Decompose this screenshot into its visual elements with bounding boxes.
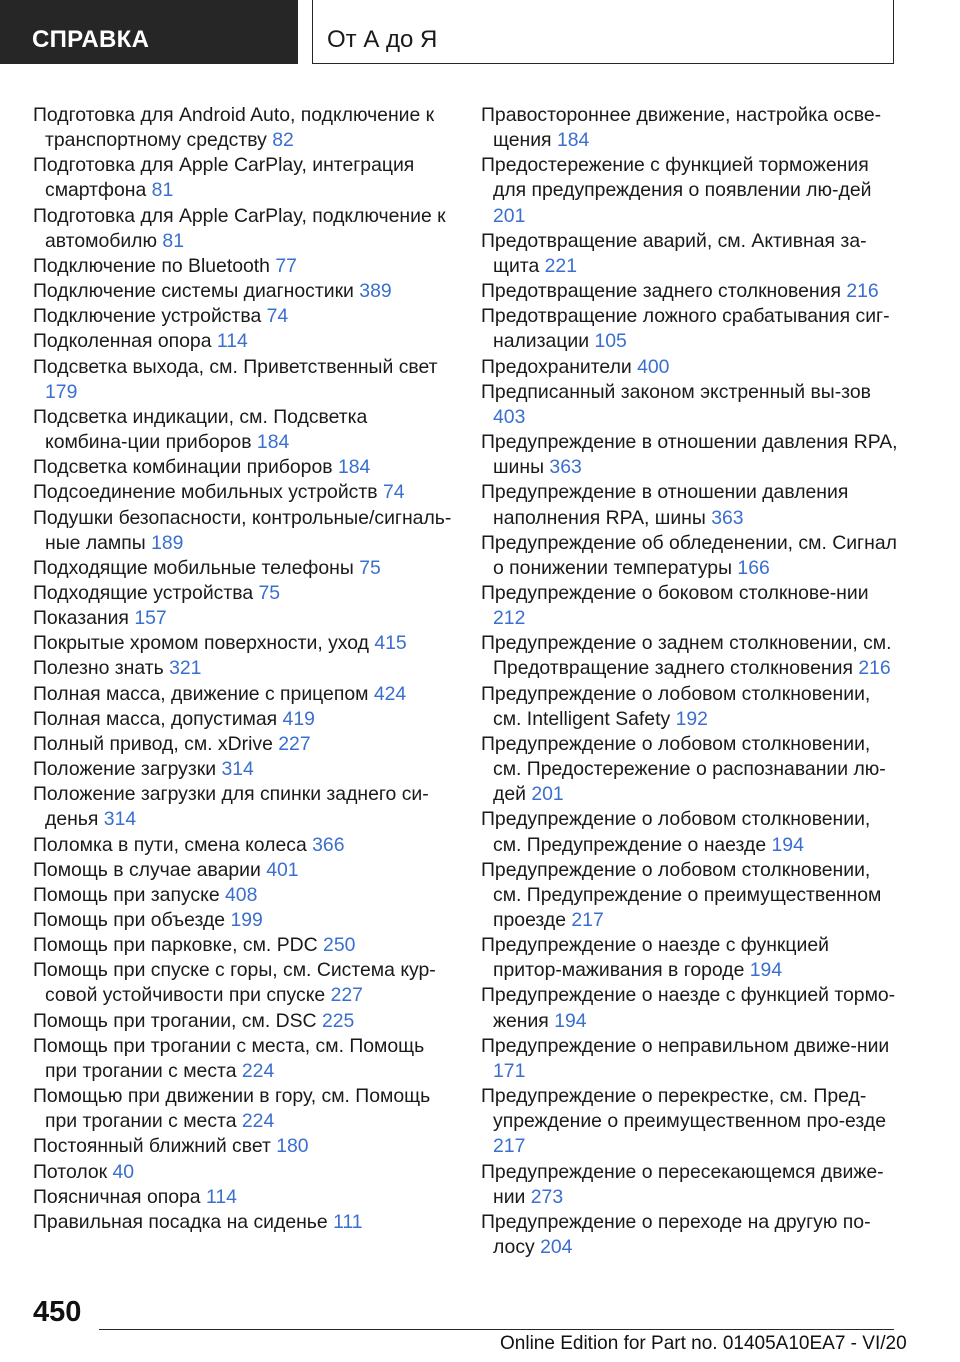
index-term: Помощь при объезде bbox=[33, 909, 231, 931]
index-term: Подготовка для Android Auto, подключение к транспортному средству bbox=[33, 104, 435, 152]
index-term: Подсветка комбинации приборов bbox=[33, 456, 338, 479]
index-page-link[interactable]: 314 bbox=[103, 808, 137, 831]
index-entry bbox=[33, 1134, 453, 1159]
index-term: Предупреждение об обледенении, см. Сигнал о понижении температуры bbox=[481, 531, 897, 579]
index-column-right bbox=[481, 103, 901, 1260]
index-page-link[interactable]: 419 bbox=[282, 707, 315, 730]
index-page-link[interactable]: 189 bbox=[151, 531, 184, 554]
index-entry bbox=[33, 782, 453, 832]
chapter-tab bbox=[312, 0, 894, 64]
index-entry bbox=[481, 103, 901, 153]
index-entry bbox=[33, 204, 453, 254]
index-entry bbox=[481, 807, 901, 857]
index-entry bbox=[33, 329, 453, 354]
index-entry bbox=[33, 908, 453, 933]
index-page-link[interactable]: 321 bbox=[169, 657, 202, 680]
index-term: Подключение системы диагностики bbox=[33, 280, 360, 303]
section-tab bbox=[0, 0, 298, 64]
index-entry bbox=[33, 506, 453, 556]
index-entry bbox=[33, 732, 453, 757]
index-entry bbox=[481, 1160, 901, 1210]
section-title: СПРАВКА bbox=[32, 26, 150, 53]
index-entry bbox=[481, 581, 901, 631]
index-page-link[interactable]: 166 bbox=[737, 556, 770, 579]
index-entry bbox=[33, 958, 453, 1008]
index-page-link[interactable]: 194 bbox=[749, 959, 783, 982]
index-term: Правостороннее движение, настройка осве-щения bbox=[481, 104, 882, 152]
index-entry bbox=[33, 883, 453, 908]
index-term: Постоянный ближний свет bbox=[33, 1135, 277, 1158]
index-term: Предупреждение о заднем столкновении, см. Предотвращение заднего столкновения bbox=[481, 632, 892, 680]
index-term: Полезно знать bbox=[33, 657, 170, 680]
index-page-link[interactable]: 74 bbox=[266, 305, 289, 328]
index-entry bbox=[481, 355, 901, 380]
index-page-link[interactable]: 75 bbox=[258, 581, 281, 604]
index-page-link[interactable]: 217 bbox=[493, 1135, 526, 1158]
index-entry bbox=[481, 480, 901, 530]
index-term: Помощь при парковке, см. PDC bbox=[33, 934, 324, 957]
index-page-link[interactable]: 314 bbox=[221, 758, 254, 781]
index-entry bbox=[33, 707, 453, 732]
index-entry bbox=[481, 304, 901, 354]
index-entry bbox=[481, 933, 901, 983]
index-term: Предостережение с функцией торможения для предупреждения о появлении лю-дей bbox=[481, 154, 872, 202]
index-term: Предохранители bbox=[481, 355, 638, 378]
index-term: Предупреждение о лобовом столкновении, см. Предупреждение о преимущественном проезде bbox=[481, 858, 882, 931]
index-entry bbox=[33, 480, 453, 505]
index-term: Предупреждение о переходе на другую по-лосу bbox=[481, 1210, 871, 1259]
index-term: Положение загрузки bbox=[33, 758, 222, 781]
index-page-link[interactable]: 194 bbox=[554, 1009, 587, 1032]
index-entry bbox=[33, 606, 453, 631]
index-term: Помощь при трогании с места, см. Помощь при трогании с места bbox=[33, 1034, 425, 1082]
index-term: Поломка в пути, смена колеса bbox=[33, 833, 313, 856]
index-entry bbox=[481, 631, 901, 681]
index-entry bbox=[33, 757, 453, 782]
index-term: Предупреждение о наезде с функцией тормо-жения bbox=[481, 984, 896, 1032]
index-page-link[interactable]: 184 bbox=[337, 456, 371, 479]
index-page-link[interactable]: 105 bbox=[594, 330, 627, 353]
index-page-link[interactable]: 363 bbox=[711, 506, 744, 529]
index-entry bbox=[481, 983, 901, 1033]
index-entry bbox=[33, 833, 453, 858]
index-term: Помощь при трогании, см. DSC bbox=[33, 1009, 322, 1032]
index-page-link[interactable]: 194 bbox=[771, 833, 804, 856]
index-page-link[interactable]: 201 bbox=[493, 204, 526, 227]
index-entry bbox=[33, 581, 453, 606]
index-term: Потолок bbox=[33, 1160, 113, 1183]
index-entry bbox=[33, 153, 453, 203]
index-entry bbox=[33, 103, 453, 153]
index-page-link[interactable]: 82 bbox=[272, 129, 294, 152]
index-term: Подсветка выхода, см. Приветственный свет bbox=[33, 355, 438, 378]
index-page-link[interactable]: 199 bbox=[230, 909, 263, 931]
index-term: Предписанный законом экстренный вы-зов bbox=[481, 380, 871, 403]
index-term: Подсветка индикации, см. Подсветка комбина-ции приборов bbox=[33, 405, 368, 454]
index-term: Предотвращение ложного срабатывания сиг-нализации bbox=[481, 305, 890, 353]
index-page-link[interactable]: 192 bbox=[675, 707, 708, 730]
index-entry bbox=[481, 1034, 901, 1084]
index-term: Подколенная опора bbox=[33, 330, 217, 353]
index-page-link[interactable]: 157 bbox=[134, 607, 167, 630]
index-term: Помощь при спуске с горы, см. Система кур-совой устойчивости при спуске bbox=[33, 959, 436, 1007]
index-term: Предупреждение о лобовом столкновении, см. Предупреждение о наезде bbox=[481, 808, 871, 856]
index-page-link[interactable]: 114 bbox=[205, 1185, 237, 1208]
index-page-link[interactable]: 415 bbox=[374, 632, 407, 655]
index-entry bbox=[481, 380, 901, 430]
index-entry bbox=[33, 1210, 453, 1235]
index-page-link[interactable]: 227 bbox=[330, 984, 363, 1007]
footer-divider bbox=[99, 1329, 894, 1330]
index-entry bbox=[481, 858, 901, 933]
index-page-link[interactable]: 366 bbox=[312, 833, 345, 856]
index-entry bbox=[33, 1009, 453, 1034]
index-term: Подходящие устройства bbox=[33, 581, 259, 604]
index-page-link[interactable]: 201 bbox=[531, 783, 564, 806]
index-term: Предотвращение аварий, см. Активная за-щита bbox=[481, 229, 867, 277]
index-entry bbox=[33, 556, 453, 581]
index-page-link[interactable]: 74 bbox=[382, 481, 405, 504]
index-entry bbox=[481, 153, 901, 228]
index-term: Предупреждение о наезде с функцией притор-маживания в городе bbox=[481, 934, 829, 982]
index-term: Подключение по Bluetooth bbox=[33, 254, 276, 277]
index-page-link[interactable]: 224 bbox=[241, 1110, 275, 1133]
index-term: Помощью при движении в гору, см. Помощь при трогании с места bbox=[33, 1085, 431, 1133]
index-entry bbox=[481, 1210, 901, 1260]
index-term: Полная масса, движение с прицепом bbox=[33, 682, 374, 705]
index-entry bbox=[33, 1034, 453, 1084]
index-term: Показания bbox=[33, 607, 135, 630]
index-entry bbox=[33, 279, 453, 304]
index-term: Предупреждение о перекрестке, см. Пред-упреждение о преимущественном про-езде bbox=[481, 1085, 886, 1133]
index-page-link[interactable]: 77 bbox=[275, 254, 297, 277]
index-term: Подключение устройства bbox=[33, 305, 267, 328]
index-term: Подготовка для Apple CarPlay, подключение к автомобилю bbox=[33, 204, 446, 252]
index-page-link[interactable]: 403 bbox=[493, 405, 526, 428]
index-term: Предупреждение в отношении давления RPA, шины bbox=[481, 431, 898, 479]
index-page-link[interactable]: 225 bbox=[321, 1009, 355, 1032]
index-entry bbox=[33, 405, 453, 455]
index-entry bbox=[33, 656, 453, 681]
index-entry bbox=[33, 1084, 453, 1134]
index-term: Предупреждение о пересекающемся движе-нии bbox=[481, 1160, 884, 1208]
index-page-link[interactable]: 221 bbox=[544, 254, 577, 277]
index-term: Предупреждение о лобовом столкновении, см. Intelligent Safety bbox=[481, 682, 871, 730]
index-page-link[interactable]: 81 bbox=[151, 179, 174, 202]
index-entry bbox=[481, 430, 901, 480]
index-page-link[interactable]: 179 bbox=[45, 380, 78, 403]
index-page-link[interactable]: 389 bbox=[359, 280, 392, 303]
index-term: Предупреждение в отношении давления наполнения RPA, шины bbox=[481, 481, 849, 529]
index-page-link[interactable]: 212 bbox=[493, 607, 526, 630]
index-term: Поясничная опора bbox=[33, 1185, 206, 1208]
index-term: Предупреждение о лобовом столкновении, см. Предостережение о распознавании лю-дей bbox=[481, 732, 886, 806]
index-entry bbox=[481, 732, 901, 807]
index-entry bbox=[481, 1084, 901, 1159]
index-term: Помощь при запуске bbox=[33, 883, 226, 906]
index-entry bbox=[33, 355, 453, 405]
index-page-link[interactable]: 408 bbox=[225, 883, 258, 906]
index-page-link[interactable]: 171 bbox=[493, 1059, 526, 1082]
index-page-link[interactable]: 424 bbox=[373, 682, 407, 705]
index-entry bbox=[33, 682, 453, 707]
index-term: Правильная посадка на сиденье bbox=[33, 1210, 334, 1233]
index-entry bbox=[481, 531, 901, 581]
index-term: Покрытые хромом поверхности, уход bbox=[33, 632, 375, 655]
index-entry bbox=[33, 1185, 453, 1210]
index-page-link[interactable]: 204 bbox=[540, 1236, 573, 1259]
index-term: Подушки безопасности, контрольные/сигналь-ные лампы bbox=[33, 506, 452, 554]
page-number: 450 bbox=[33, 1296, 82, 1328]
index-term: Предупреждение о неправильном движе-нии bbox=[481, 1034, 890, 1057]
index-term: Полный привод, см. xDrive bbox=[33, 732, 279, 755]
index-page-link[interactable]: 180 bbox=[276, 1135, 309, 1158]
index-page-link[interactable]: 401 bbox=[266, 858, 299, 881]
index-column-left bbox=[33, 103, 453, 1235]
index-term: Полная масса, допустимая bbox=[33, 707, 283, 730]
index-term: Предупреждение о боковом столкнове-нии bbox=[481, 581, 869, 604]
index-page-link[interactable]: 111 bbox=[333, 1210, 363, 1233]
footer-edition: Online Edition for Part no. 01405A10EA7 - VI/20 bbox=[500, 1333, 907, 1354]
index-entry bbox=[33, 304, 453, 329]
index-page-link[interactable]: 273 bbox=[530, 1185, 564, 1208]
index-term: Положение загрузки для спинки заднего си-денья bbox=[33, 783, 429, 831]
index-term: Подсоединение мобильных устройств bbox=[33, 481, 383, 504]
index-term: Подготовка для Apple CarPlay, интеграция смартфона bbox=[33, 154, 415, 202]
index-page-link[interactable]: 224 bbox=[241, 1059, 275, 1082]
index-page-link[interactable]: 216 bbox=[846, 280, 879, 303]
index-term: Подходящие мобильные телефоны bbox=[33, 556, 360, 579]
index-page-link[interactable]: 75 bbox=[359, 556, 381, 579]
index-page-link[interactable]: 40 bbox=[112, 1160, 135, 1183]
index-page-link[interactable]: 216 bbox=[858, 657, 891, 680]
index-entry bbox=[33, 455, 453, 480]
index-entry bbox=[33, 1160, 453, 1185]
index-entry bbox=[33, 858, 453, 883]
index-page-link[interactable]: 184 bbox=[256, 431, 290, 454]
index-page-link[interactable]: 114 bbox=[216, 330, 248, 353]
index-entry bbox=[33, 933, 453, 958]
index-page-link[interactable]: 217 bbox=[571, 909, 604, 931]
index-page-link[interactable]: 81 bbox=[162, 229, 184, 252]
index-entry bbox=[481, 229, 901, 279]
index-entry bbox=[33, 254, 453, 279]
index-page-link[interactable]: 184 bbox=[556, 129, 590, 152]
index-page-link[interactable]: 227 bbox=[278, 732, 311, 755]
index-term: Предотвращение заднего столкновения bbox=[481, 280, 847, 303]
index-page-link[interactable]: 363 bbox=[549, 456, 582, 479]
index-entry bbox=[33, 631, 453, 656]
index-term: Помощь в случае аварии bbox=[33, 858, 267, 881]
index-entry bbox=[481, 682, 901, 732]
index-page-link[interactable]: 250 bbox=[323, 934, 356, 957]
index-entry bbox=[481, 279, 901, 304]
chapter-title: От А до Я bbox=[327, 26, 438, 53]
index-page-link[interactable]: 400 bbox=[637, 355, 670, 378]
